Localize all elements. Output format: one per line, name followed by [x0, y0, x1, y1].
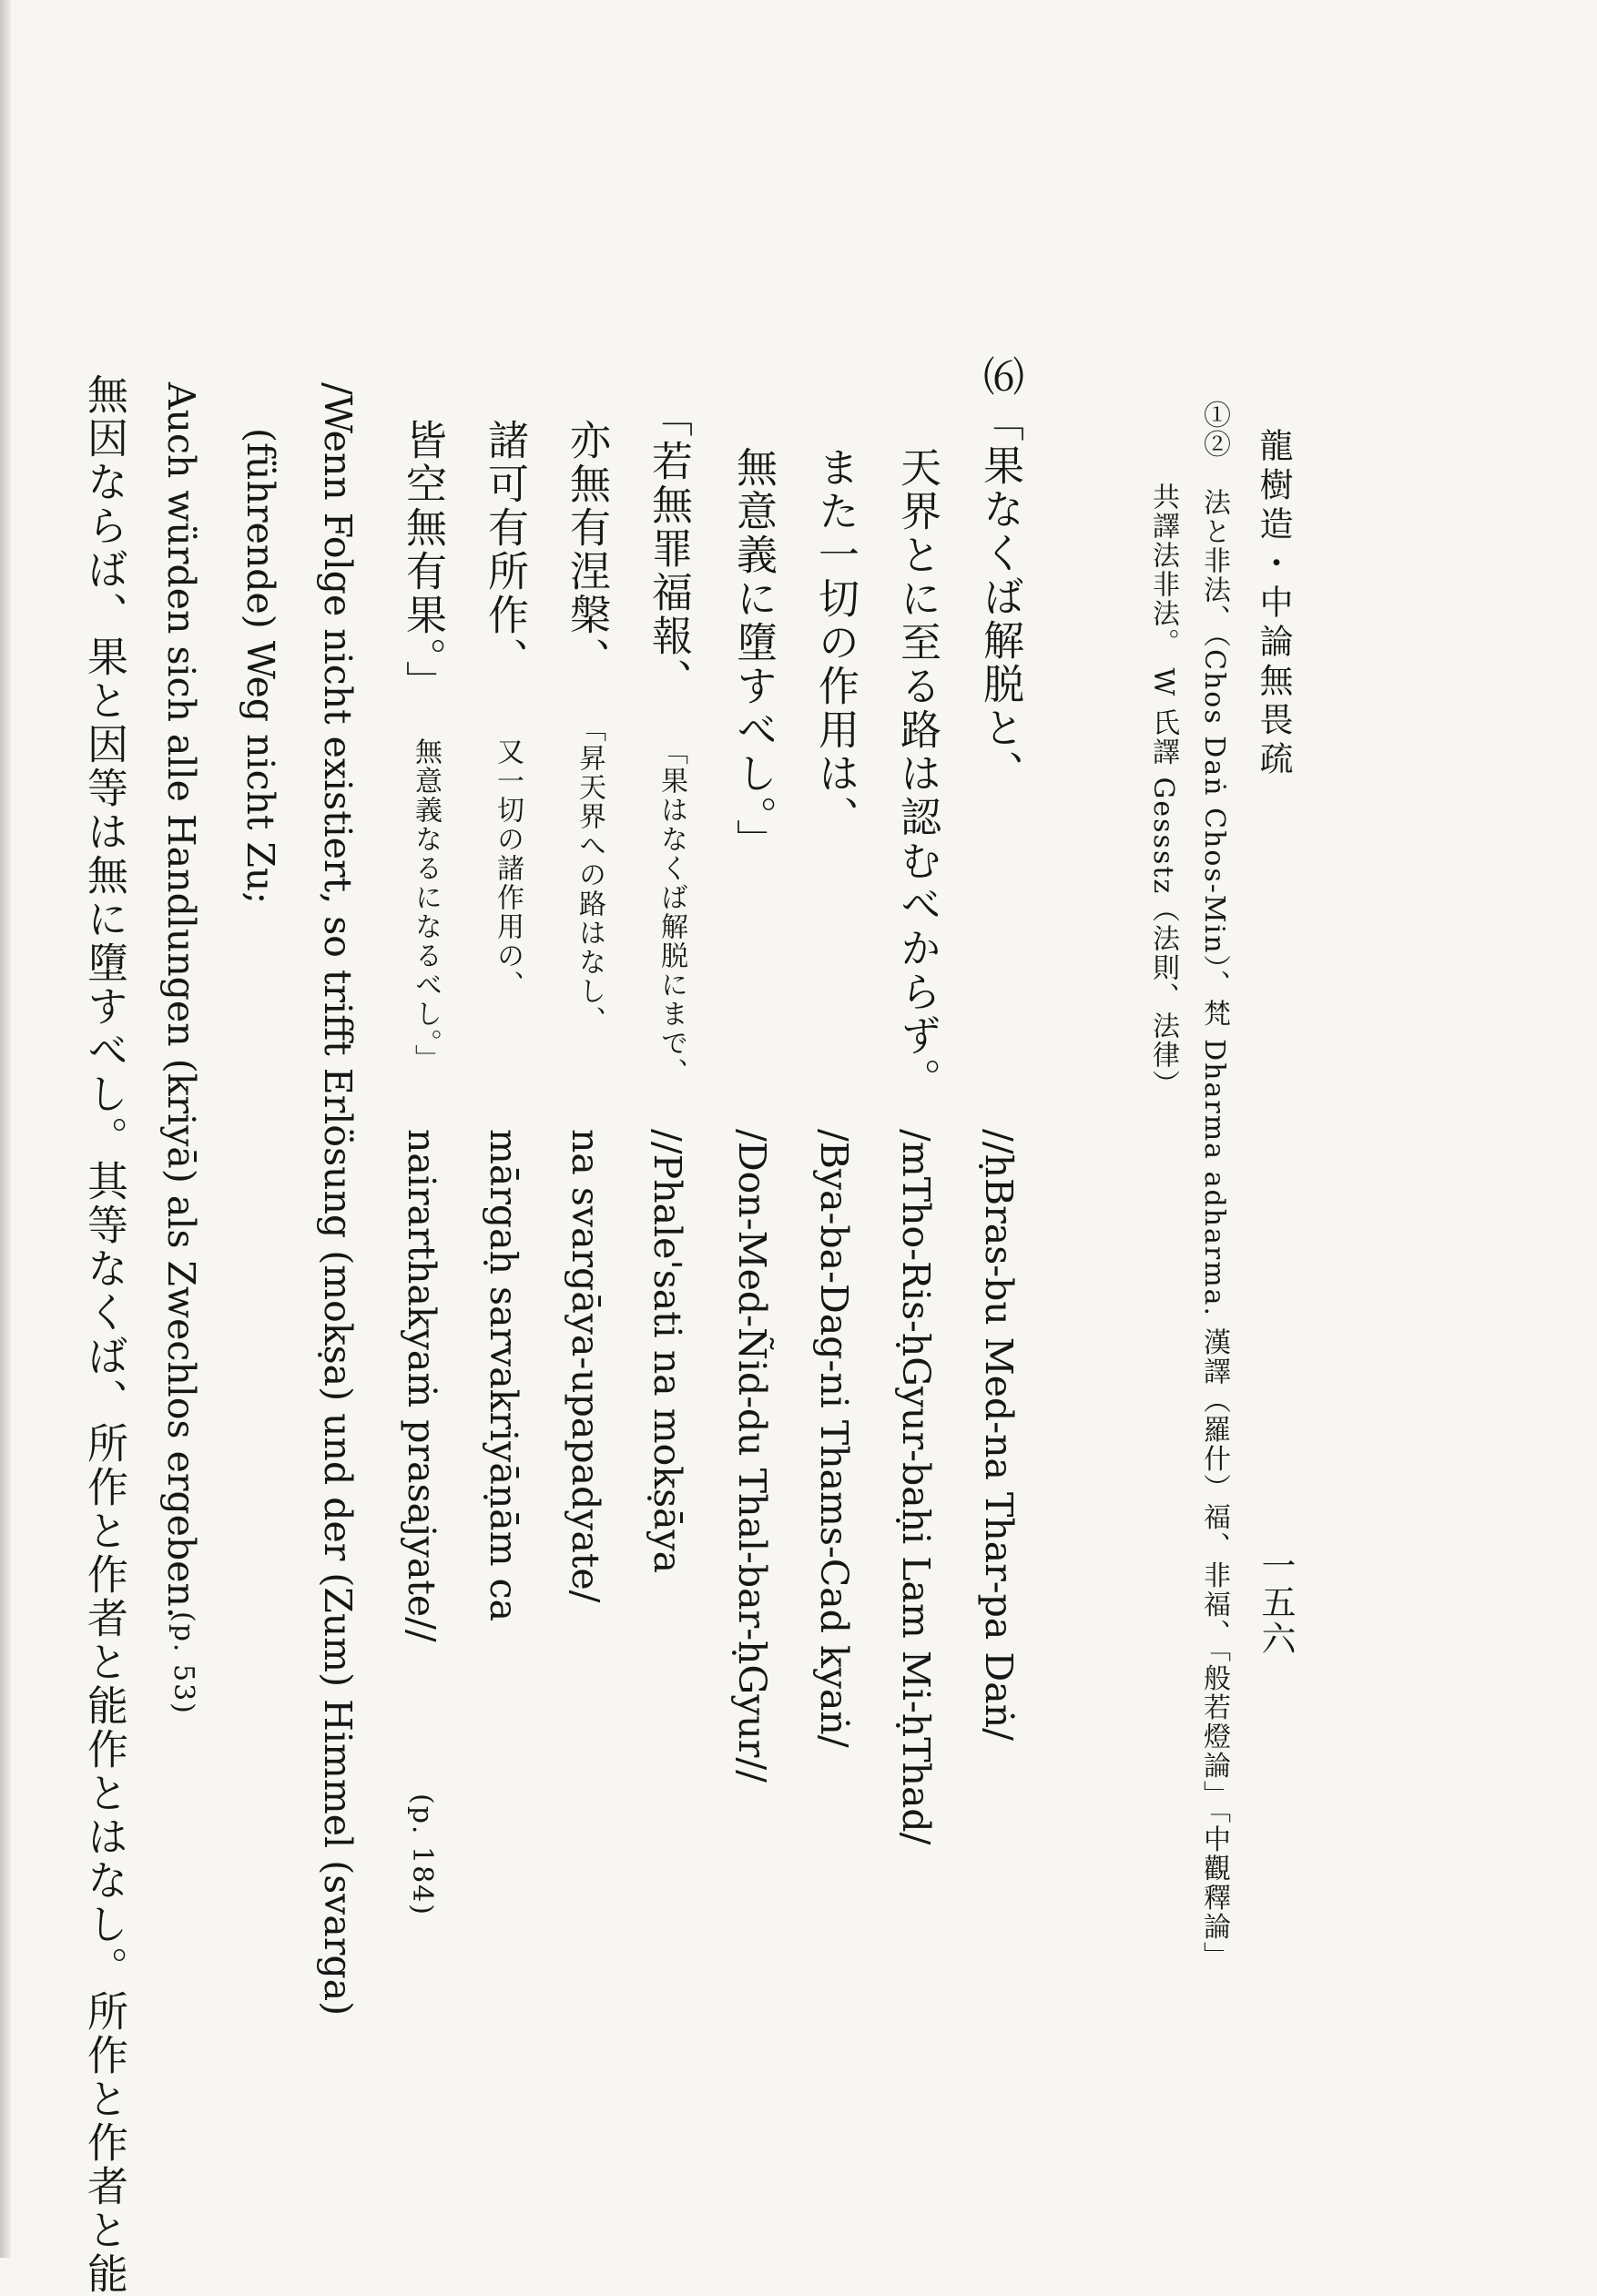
sanskrit-line-3: mārgaḥ sarvakriyāṇām ca [482, 1129, 525, 1622]
kanbun-gloss-4: 無意義なるになるべし。」 [410, 737, 442, 1073]
kanbun-line-4: 皆空無有果。」 [399, 419, 447, 705]
kanbun-gloss-3: 又一切の諸作用の、 [492, 737, 524, 1000]
kanbun-gloss-2: 「昇天界への路はなし、 [574, 715, 605, 1035]
verse-jp-line-4: 無意義に墮すべし。」 [729, 446, 778, 863]
german-line-1: /Wenn Folge nicht existiert, so trifft Erlösung (mokṣa) und der (Zum) Himmel (svarga) [316, 382, 360, 2017]
footnote-line-1: ①② 法と非法、（Chos Daṅ Chos-Min）、梵 Dharma adharma. 漢譯（羅什）福、非福、「般若燈論」「中觀釋論」 [1198, 401, 1230, 1971]
page-number: 一五六 [1256, 1548, 1296, 1657]
sanskrit-line-2: na svargāya-upapadyate/ [564, 1129, 607, 1603]
kanbun-line-3: 諸可有所作、 [481, 419, 529, 681]
tibetan-line-2: /mTho-Ris-ḥGyur-baḥi Lam Mi-ḥThad/ [894, 1129, 938, 1845]
german-line-3: Auch würden sich alle Handlungen (kriyā) als Zwechlos ergeben. [159, 382, 203, 1619]
verse-jp-line-2: 天界とに至る路は認むべからず。 [893, 446, 941, 1102]
sanskrit-line-1: //Phale'sati na mokṣāya [646, 1129, 689, 1574]
verse-jp-line-3: また一切の作用は、 [811, 446, 860, 839]
footnote-line-2: 共譯法非法。 W 氏譯 Gessstz（法則、法律） [1147, 483, 1179, 1100]
german-line-2: (führende) Weg nicht Zu; [239, 428, 282, 905]
tibetan-line-1: //ḥBras-bu Med-na Thar-pa Daṅ/ [977, 1129, 1021, 1741]
page-edge-shadow [0, 0, 11, 2258]
commentary-line: 無因ならば、果と因等は無に墮すべし。其等なくば、所作と作者と能作とはなし。所作と作者と能 [80, 373, 128, 2296]
running-title: 龍樹造・中論無畏疏 [1254, 428, 1293, 780]
tibetan-line-3: /Bya-ba-Dag-ni Thams-Cad kyaṅ/ [812, 1129, 856, 1748]
kanbun-line-1: 「若無罪福報、 [645, 396, 693, 702]
kanbun-gloss-1: 「果はなくば解脱にまで、 [656, 737, 687, 1087]
sanskrit-line-4: nairarthakyaṁ prasajyate// [400, 1129, 443, 1642]
verse-number-marker: ⑹ [976, 355, 1024, 399]
sanskrit-page-ref: (p. 184) [406, 1793, 438, 1916]
tibetan-line-4: /Don-Med-Ñid-du Thal-bar-ḥGyur// [730, 1129, 774, 1783]
kanbun-line-2: 亦無有涅槃、 [563, 419, 611, 681]
verse-jp-line-1: 「果なくば解脱と、 [976, 401, 1024, 794]
german-page-ref: (p. 53) [168, 1611, 199, 1715]
